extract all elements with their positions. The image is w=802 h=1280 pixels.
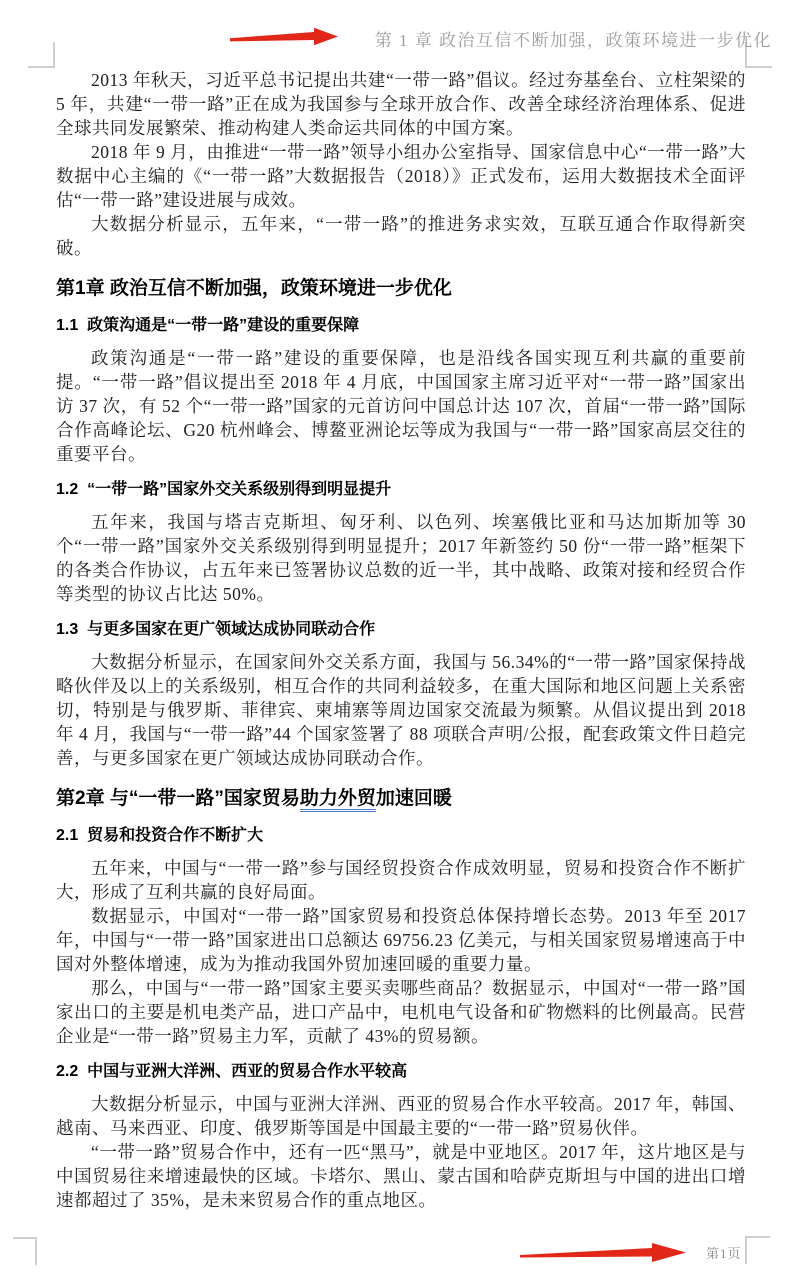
section-heading: 1.1 政策沟通是“一带一路”建设的重要保障 <box>56 317 360 334</box>
section-heading: 2.1 贸易和投资合作不断扩大 <box>56 827 264 844</box>
paragraph: 大数据分析显示，在国家间外交关系方面，我国与 56.34%的“一带一路”国家保持战略伙伴及以上的关系级别，相互合作的共同利益较多，在重大国际和地区问题上关系密切，特别是与俄罗斯、菲律宾、柬埔寨等周边国家交流最为频繁。从倡议提出到 2018 年 4 月，我国与“一带一路”44 个国家签署了 88 项联合声明/公报，配套政策文件日趋完善，与更多国家在更广领域达成协同联动合作。 <box>56 652 746 768</box>
red-arrow-icon <box>230 27 338 46</box>
paragraph: 政策沟通是“一带一路”建设的重要保障，也是沿线各国实现互利共赢的重要前提。“一带一路”倡议提出至 2018 年 4 月底，中国国家主席习近平对“一带一路”国家出访 37 次，有 52 个“一带一路”国家的元首访问中国总计达 107 次，首届“一带一路”国际合作高峰论坛、G20 杭州峰会、博鳌亚洲论坛等成为我国与“一带一路”国家高层交往的重要平台。 <box>56 348 746 464</box>
paragraph: 大数据分析显示，中国与亚洲大洋洲、西亚的贸易合作水平较高。2017 年，韩国、越南、马来西亚、印度、俄罗斯等国是中国最主要的“一带一路”贸易伙伴。 <box>56 1094 746 1138</box>
paragraph: “一带一路”贸易合作中，还有一匹“黑马”，就是中亚地区。2017 年，这片地区是与中国贸易往来增速最快的区域。卡塔尔、黑山、蒙古国和哈萨克斯坦与中国的进出口增速都超过了 35%，是未来贸易合作的重点地区。 <box>56 1142 746 1210</box>
document-body <box>56 68 746 1212</box>
section-heading: 1.2 “一带一路”国家外交关系级别得到明显提升 <box>56 481 392 498</box>
page-number: 第1页 <box>706 1246 742 1261</box>
paragraph: 五年来，中国与“一带一路”参与国经贸投资合作成效明显，贸易和投资合作不断扩大，形成了互利共赢的良好局面。 <box>56 858 746 902</box>
paragraph: 大数据分析显示，五年来，“一带一路”的推进务求实效，互联互通合作取得新突破。 <box>56 214 746 258</box>
red-arrow-icon <box>520 1242 686 1263</box>
section-heading: 1.3 与更多国家在更广领域达成协同联动合作 <box>56 621 376 638</box>
paragraph: 五年来，我国与塔吉克斯坦、匈牙利、以色列、埃塞俄比亚和马达加斯加等 30 个“一带一路”国家外交关系级别得到明显提升；2017 年新签约 50 份“一带一路”框架下的各类合作协议，占五年来已签署协议总数的近一半，其中战略、政策对接和经贸合作等类型的协议占比达 50%。 <box>56 512 746 604</box>
margin-mark-bottom-right-icon <box>745 1236 770 1264</box>
margin-mark-top-left-icon <box>28 42 55 68</box>
paragraph: 2018 年 9 月，由推进“一带一路”领导小组办公室指导、国家信息中心“一带一路”大数据中心主编的《“一带一路”大数据报告（2018）》正式发布，运用大数据技术全面评估“一带一路”建设进展与成效。 <box>56 142 746 210</box>
section-heading: 2.2 中国与亚洲大洋洲、西亚的贸易合作水平较高 <box>56 1063 408 1080</box>
running-header-title: 第 1 章 政治互信不断加强，政策环境进一步优化 <box>374 31 772 50</box>
section-heading: 第1章 政治互信不断加强，政策环境进一步优化 <box>56 278 452 299</box>
grammar-underlined-text: 助力外贸 <box>300 788 376 812</box>
paragraph: 那么，中国与“一带一路”国家主要买卖哪些商品？数据显示，中国对“一带一路”国家出口的主要是机电类产品，进口产品中，电机电气设备和矿物燃料的比例最高。民营企业是“一带一路”贸易主力军，贡献了 43%的贸易额。 <box>56 978 746 1046</box>
paragraph: 数据显示，中国对“一带一路”国家贸易和投资总体保持增长态势。2013 年至 2017 年，中国与“一带一路”国家进出口总额达 69756.23 亿美元，与相关国家贸易增速高于中国对外整体增速，成为为推动我国外贸加速回暖的重要力量。 <box>56 906 746 974</box>
margin-mark-bottom-left-icon <box>13 1237 37 1265</box>
section-heading: 第2章 与“一带一路”国家贸易助力外贸加速回暖 <box>56 786 746 812</box>
paragraph: 2013 年秋天，习近平总书记提出共建“一带一路”倡议。经过夯基垒台、立柱架梁的 5 年，共建“一带一路”正在成为我国参与全球开放合作、改善全球经济治理体系、促进全球共同发展繁荣、推动构建人类命运共同体的中国方案。 <box>56 70 746 138</box>
